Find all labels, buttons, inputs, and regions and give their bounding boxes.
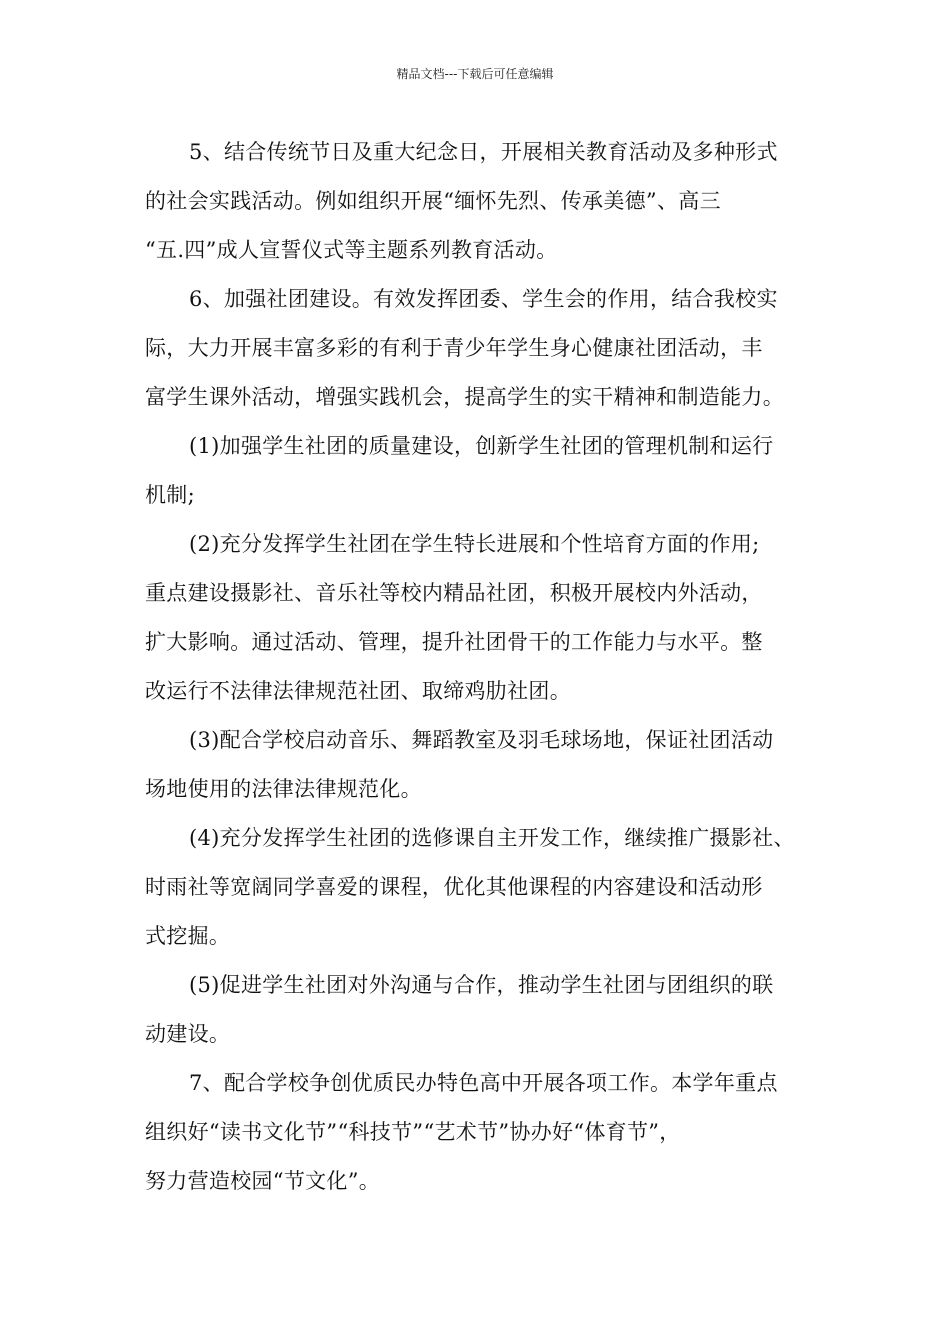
page-header: 精品文档---下载后可任意编辑	[396, 67, 554, 81]
text-line: 5、结合传统节日及重大纪念日，开展相关教育活动及多种形式	[189, 140, 778, 164]
paragraph-7-campus-festivals	[145, 1059, 810, 1206]
text-line: 机制;	[145, 483, 195, 507]
paragraph-item-2	[145, 520, 810, 716]
text-line: 的社会实践活动。例如组织开展“缅怀先烈、传承美德”、高三	[145, 189, 721, 213]
text-line: 式挖掘。	[145, 924, 231, 948]
paragraph-item-4	[145, 814, 810, 961]
text-line: 扩大影响。通过活动、管理，提升社团骨干的工作能力与水平。整	[145, 630, 763, 654]
text-line: 6、加强社团建设。有效发挥团委、学生会的作用，结合我校实	[189, 287, 778, 311]
document-body	[145, 128, 810, 1206]
text-line: 改运行不法律法律规范社团、取缔鸡肋社团。	[145, 679, 571, 703]
text-line: 努力营造校园“节文化”。	[145, 1169, 381, 1193]
text-line: (1)加强学生社团的质量建设，创新学生社团的管理机制和运行	[189, 434, 774, 458]
text-line: (3)配合学校启动音乐、舞蹈教室及羽毛球场地，保证社团活动	[189, 728, 774, 752]
text-line: 富学生课外活动，增强实践机会，提高学生的实干精神和制造能力。	[145, 385, 784, 409]
text-line: 重点建设摄影社、音乐社等校内精品社团，积极开展校内外活动，	[145, 581, 763, 605]
paragraph-5-traditional-festivals	[145, 128, 810, 275]
text-line: (2)充分发挥学生社团在学生特长进展和个性培育方面的作用;	[189, 532, 760, 556]
text-line: 7、配合学校争创优质民办特色高中开展各项工作。本学年重点	[189, 1071, 778, 1095]
text-line: 场地使用的法律法律规范化。	[145, 777, 422, 801]
paragraph-item-1	[145, 422, 810, 520]
paragraph-item-5	[145, 961, 810, 1059]
text-line: 际，大力开展丰富多彩的有利于青少年学生身心健康社团活动，丰	[145, 336, 763, 360]
text-line: 动建设。	[145, 1022, 231, 1046]
text-line: 组织好“读书文化节”“科技节”“艺术节”协办好“体育节”，	[145, 1120, 681, 1144]
paragraph-item-3	[145, 716, 810, 814]
text-line: “五.四”成人宣誓仪式等主题系列教育活动。	[145, 238, 558, 262]
text-line: 时雨社等宽阔同学喜爱的课程，优化其他课程的内容建设和活动形	[145, 875, 763, 899]
text-line: (5)促进学生社团对外沟通与合作，推动学生社团与团组织的联	[189, 973, 774, 997]
text-line: (4)充分发挥学生社团的选修课自主开发工作，继续推广摄影社、	[189, 826, 795, 850]
paragraph-6-club-building	[145, 275, 810, 422]
